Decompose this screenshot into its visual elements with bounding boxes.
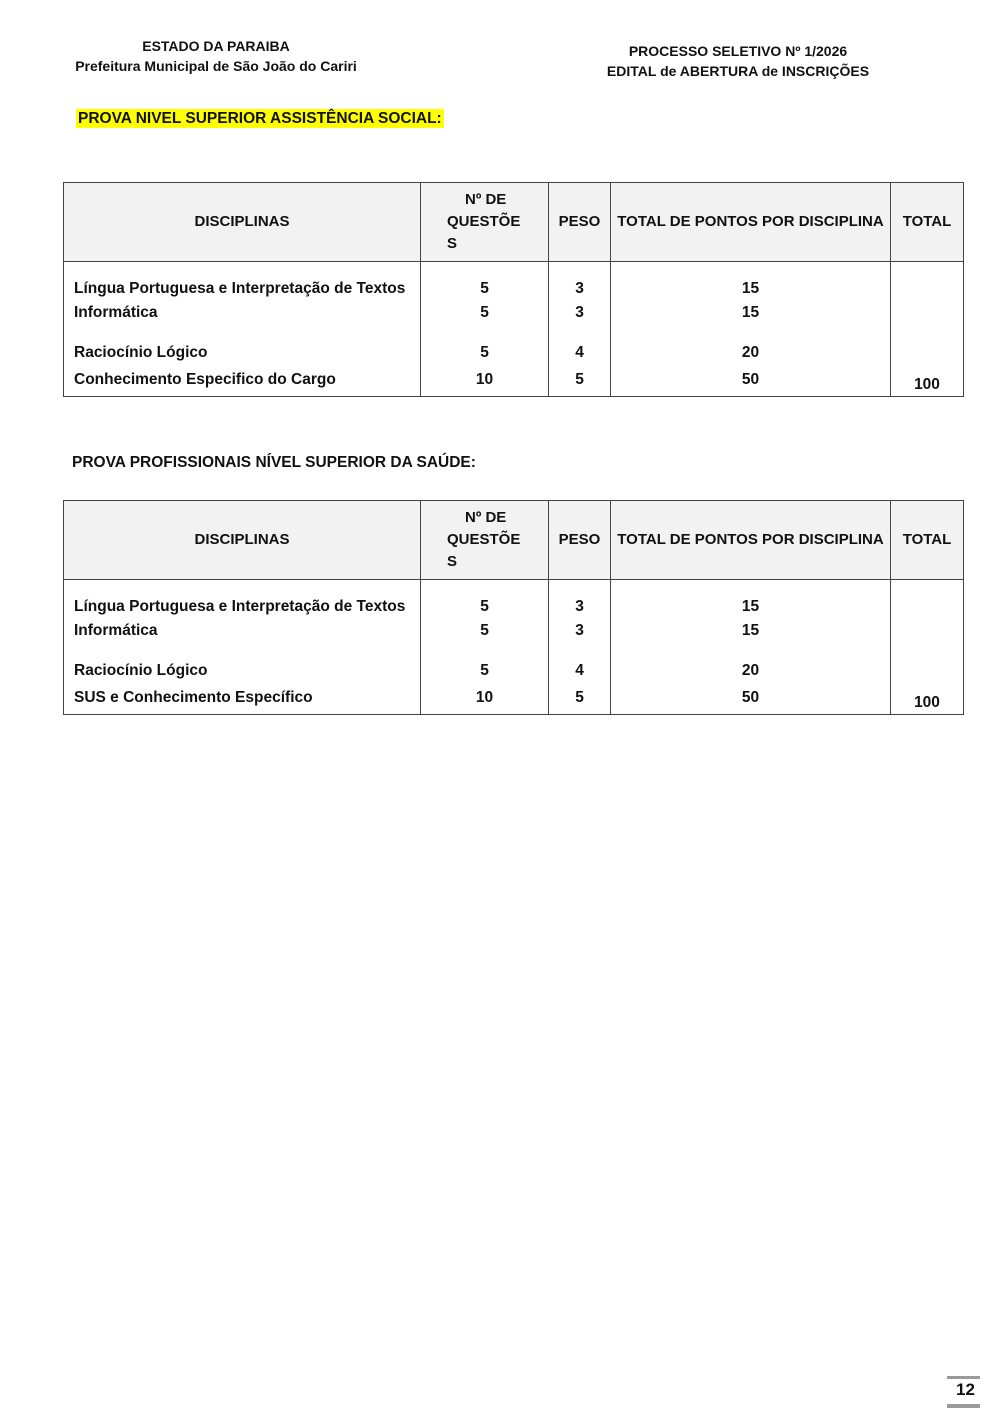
table-row: Conhecimento Especifico do Cargo 10 5 50 [64,364,964,397]
table-saude [63,500,964,715]
page-number: 12 [956,1380,975,1399]
header-process: PROCESSO SELETIVO Nº 1/2026 [628,43,848,59]
section-title-saude [72,454,476,472]
table-assistencia-social [63,182,964,397]
col-header-total: TOTAL [891,501,964,580]
page-number-rule-bottom [947,1404,980,1408]
header-state: ESTADO DA PARAIBA [142,38,290,54]
col-header-total-pontos: TOTAL DE PONTOS POR DISCIPLINA [611,501,891,580]
table-row: Língua Portuguesa e Interpretação de Textos 5 3 15 100 [64,580,964,619]
col-header-questoes: Nº DE QUESTÕE S [421,501,549,580]
col-header-questoes: Nº DE QUESTÕE S [421,183,549,262]
table-row: Informática 5 3 15 [64,300,964,326]
table-header-row [64,501,964,580]
table-row: Raciocínio Lógico 5 4 20 [64,644,964,682]
total-cell: 100 [891,262,964,397]
table-row: Língua Portuguesa e Interpretação de Textos 5 3 15 100 [64,262,964,301]
col-header-peso: PESO [549,183,611,262]
table-row: Raciocínio Lógico 5 4 20 [64,326,964,364]
header-left [60,36,372,76]
section-title-assistencia [76,110,444,128]
table-header-row [64,183,964,262]
col-header-total-pontos: TOTAL DE PONTOS POR DISCIPLINA [611,183,891,262]
header-municipality: Prefeitura Municipal de São João do Cariri [75,58,357,74]
col-header-disciplinas: DISCIPLINAS [64,501,421,580]
col-header-peso: PESO [549,501,611,580]
col-header-disciplinas: DISCIPLINAS [64,183,421,262]
col-header-total: TOTAL [891,183,964,262]
section-title-text: PROVA NIVEL SUPERIOR ASSISTÊNCIA SOCIAL: [78,110,442,127]
table-row: Informática 5 3 15 [64,618,964,644]
header-right [598,41,878,81]
page-number-rule-top [947,1376,980,1379]
section-title-text: PROVA PROFISSIONAIS NÍVEL SUPERIOR DA SAÚDE: [72,454,476,471]
header-edital: EDITAL de ABERTURA de INSCRIÇÕES [606,63,870,79]
table-row: SUS e Conhecimento Específico 10 5 50 [64,682,964,715]
total-cell: 100 [891,580,964,715]
